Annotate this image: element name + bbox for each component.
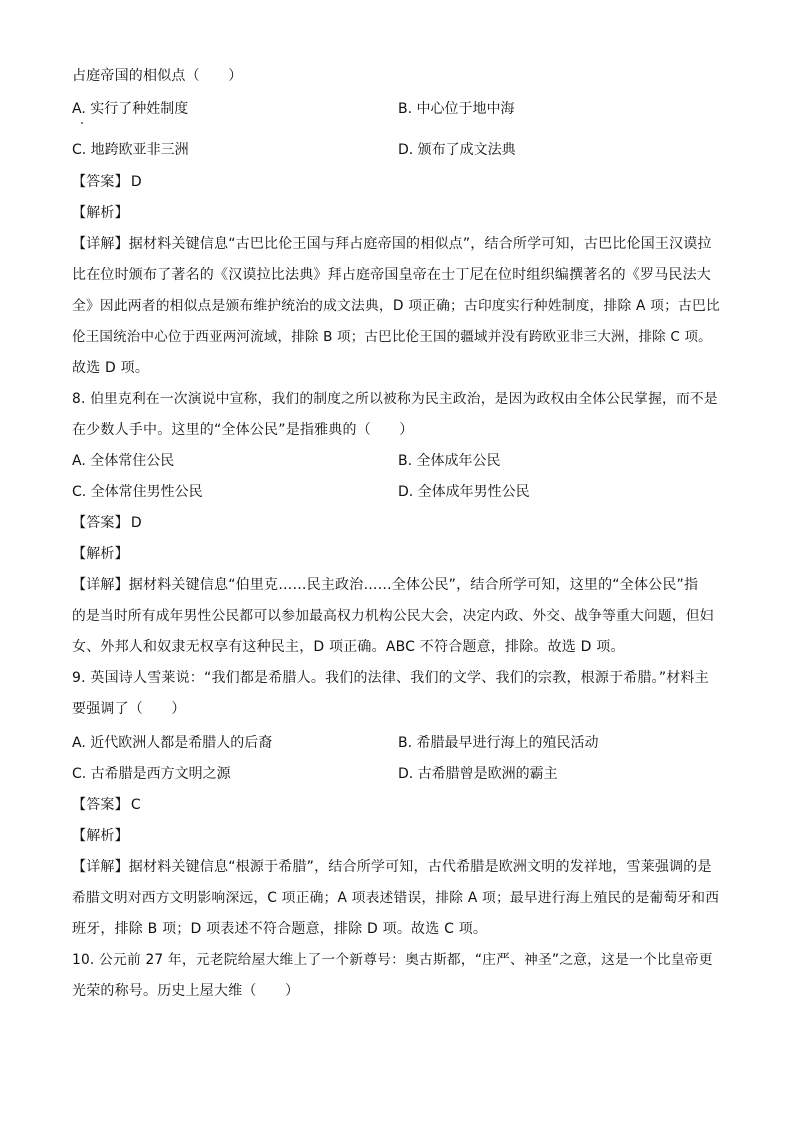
answer-label: 【答案】 — [72, 174, 129, 190]
q7-detail-line-2: 比在位时颁布了著名的《汉谟拉比法典》拜占庭帝国皇帝在士丁尼在位时组织编撰著名的《罗马民法大 — [72, 267, 711, 283]
q8-analysis-label: 【解析】 — [72, 546, 129, 562]
answer-value: C — [130, 797, 141, 813]
q9-option-b: B. 希腊最早进行海上的殖民活动 — [398, 735, 599, 751]
q9-option-a: A. 近代欧洲人都是希腊人的后裔 — [72, 735, 273, 751]
q9-option-c: C. 古希腊是西方文明之源 — [72, 766, 231, 782]
stray-dot — [81, 122, 83, 124]
q8-answer — [72, 513, 722, 533]
q7-stem-tail: 占庭帝国的相似点（ ） — [72, 68, 243, 84]
q9-answer — [72, 795, 722, 815]
answer-label: 【答案】 — [72, 797, 129, 813]
q10-stem-line-1: 10. 公元前 27 年，元老院给屋大维上了一个新尊号：奥古斯都，“庄严、神圣”之意，这是一个比皇帝更 — [72, 952, 713, 968]
q9-detail-line-3: 班牙，排除 B 项；D 项表述不符合题意，排除 D 项。故选 C 项。 — [72, 921, 488, 937]
q7-option-d: D. 颁布了成文法典 — [398, 142, 516, 158]
q7-detail-line-3: 全》因此两者的相似点是颁布维护统治的成文法典，D 项正确；古印度实行种姓制度，排除 A 项；古巴比 — [72, 298, 720, 314]
answer-value: D — [130, 515, 142, 531]
q7-option-b: B. 中心位于地中海 — [398, 101, 515, 117]
q9-stem-line-1: 9. 英国诗人雪莱说：“我们都是希腊人。我们的法律、我们的文学、我们的宗教，根源于希腊。”材料主 — [72, 670, 709, 686]
q9-detail-line-2: 希腊文明对西方文明影响深远，C 项正确；A 项表述错误，排除 A 项；最早进行海上殖民的是葡萄牙和西 — [72, 890, 720, 906]
q8-detail-line-2: 的是当时所有成年男性公民都可以参加最高权力机构公民大会，决定内政、外交、战争等重大问题，但妇 — [72, 608, 714, 624]
q8-detail-line-1: 【详解】据材料关键信息“伯里克……民主政治……全体公民”，结合所学可知，这里的“全体公民”指 — [72, 577, 699, 593]
q8-stem-line-1: 8. 伯里克利在一次演说中宣称，我们的制度之所以被称为民主政治，是因为政权由全体公民掌握，而不是 — [72, 391, 718, 407]
q7-option-c: C. 地跨欧亚非三洲 — [72, 142, 189, 158]
q7-detail-line-4: 伦王国统治中心位于西亚两河流域，排除 B 项；古巴比伦王国的疆域并没有跨欧亚非三大洲，排除 C 项。 — [72, 329, 712, 345]
q9-stem-line-2: 要强调了（ ） — [72, 701, 186, 717]
q10-stem-line-2: 光荣的称号。历史上屋大维（ ） — [72, 983, 300, 999]
q8-option-c: C. 全体常住男性公民 — [72, 484, 203, 500]
answer-value: D — [130, 174, 142, 190]
q9-analysis-label: 【解析】 — [72, 828, 129, 844]
q7-detail-line-5: 故选 D 项。 — [72, 360, 150, 376]
q7-detail-line-1: 【详解】据材料关键信息“古巴比伦王国与拜占庭帝国的相似点”，结合所学可知，古巴比伦国王汉谟拉 — [72, 236, 712, 252]
q9-option-d: D. 古希腊曾是欧洲的霸主 — [398, 766, 558, 782]
q8-option-d: D. 全体成年男性公民 — [398, 484, 530, 500]
q8-detail-line-3: 女、外邦人和奴隶无权享有这种民主，D 项正确。ABC 不符合题意，排除。故选 D 项。 — [72, 639, 625, 655]
q7-answer — [72, 172, 722, 192]
q9-detail-line-1: 【详解】据材料关键信息“根源于希腊”，结合所学可知，古代希腊是欧洲文明的发祥地，雪莱强调的是 — [72, 859, 712, 875]
q8-stem-line-2: 在少数人手中。这里的“全体公民”是指雅典的（ ） — [72, 422, 414, 438]
q8-option-a: A. 全体常住公民 — [72, 453, 175, 469]
q7-option-a: A. 实行了种姓制度 — [72, 101, 189, 117]
q7-analysis-label: 【解析】 — [72, 205, 129, 221]
q8-option-b: B. 全体成年公民 — [398, 453, 501, 469]
answer-label: 【答案】 — [72, 515, 129, 531]
